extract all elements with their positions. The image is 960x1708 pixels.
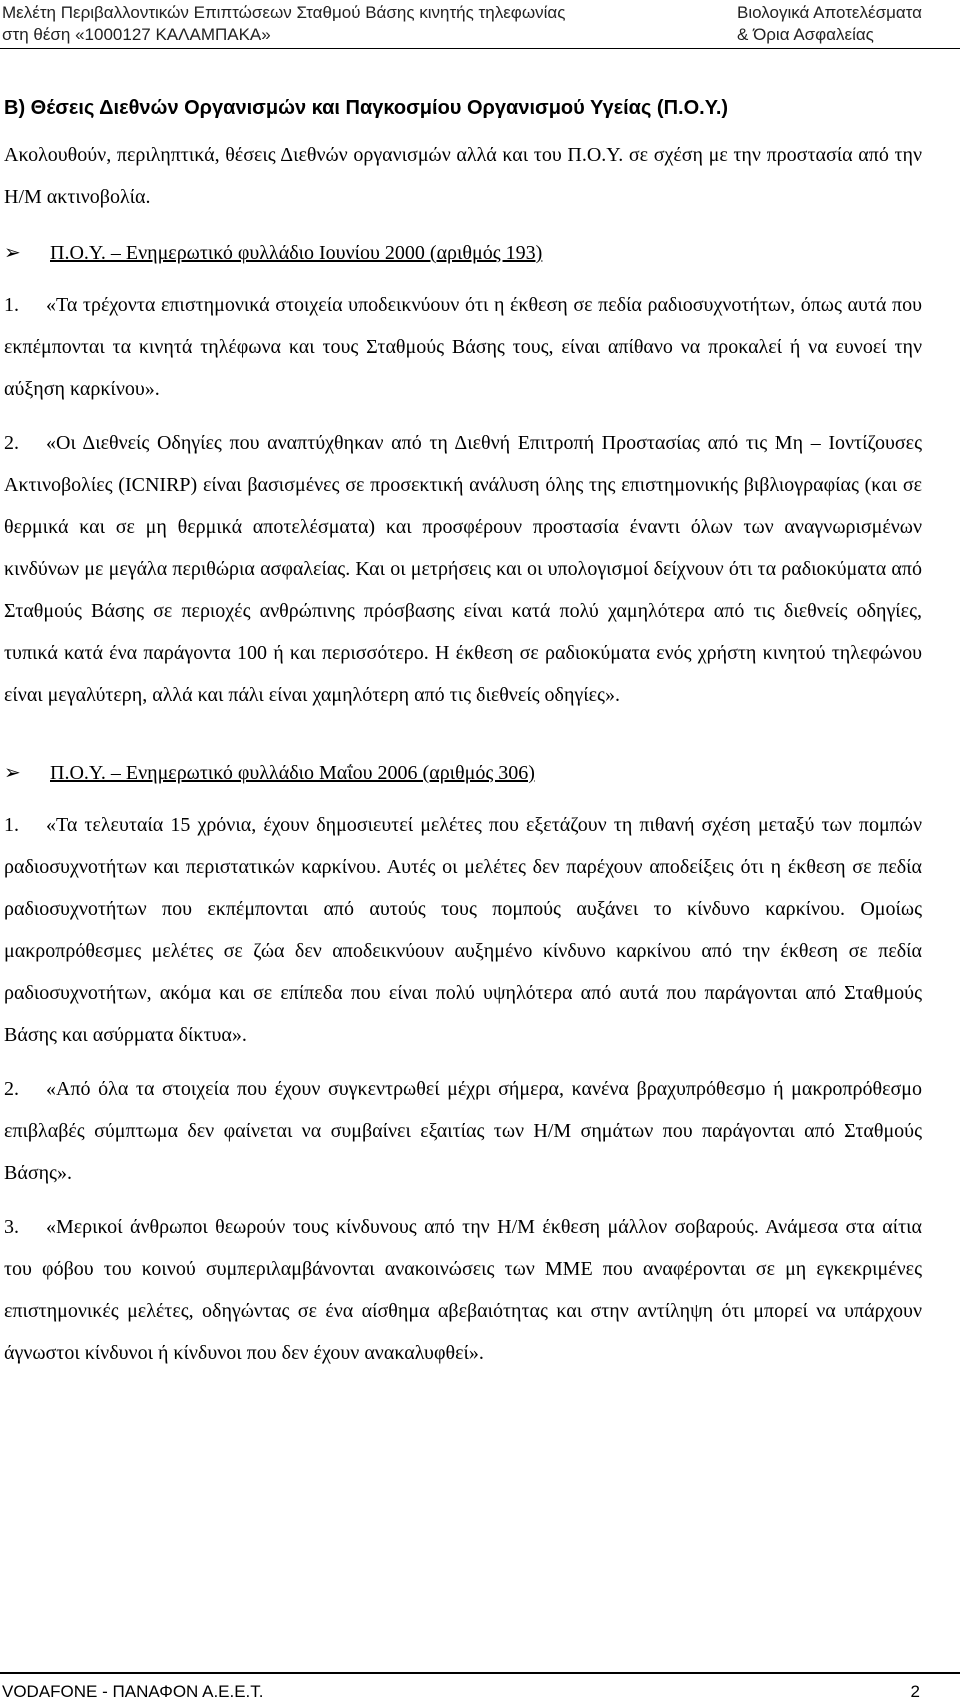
bullet-heading: Π.Ο.Υ. – Ενημερωτικό φυλλάδιο Μαΐου 2006 (αριθμός 306) (50, 762, 535, 784)
item-number: 1. (4, 294, 19, 316)
document-body (4, 88, 922, 1386)
bullet-heading-row (4, 752, 922, 794)
item-text: «Από όλα τα στοιχεία που έχουν συγκεντρωθεί μέχρι σήμερα, κανένα βραχυπρόθεσμο ή μακροπρόθεσμο επιβλαβές σύμπτωμα δεν φαίνεται να συμβαίνει εξαιτίας των Η/Μ σημάτων που παράγονται από Σταθμούς Βάσης». (4, 1078, 922, 1184)
header-chapter-title: Βιολογικά Αποτελέσματα (737, 3, 922, 22)
numbered-item (4, 1068, 922, 1194)
item-number: 3. (4, 1216, 19, 1238)
item-text: «Τα τρέχοντα επιστημονικά στοιχεία υποδεικνύουν ότι η έκθεση σε πεδία ραδιοσυχνοτήτων, όπως αυτά που εκπέμπονται τα κινητά τηλέφωνα και τους Σταθμούς Βάσης τους, είναι απίθανο να προκαλεί ή να ευνοεί την αύξηση καρκίνου». (4, 294, 922, 400)
item-number: 2. (4, 432, 19, 454)
footer-divider (0, 1672, 960, 1674)
header-study-title: Μελέτη Περιβαλλοντικών Επιπτώσεων Σταθμού Βάσης κινητής τηλεφωνίας (2, 3, 566, 22)
section-intro: Ακολουθούν, περιληπτικά, θέσεις Διεθνών οργανισμών αλλά και του Π.Ο.Υ. σε σχέση με την προστασία από την Η/Μ ακτινοβολία. (4, 144, 922, 208)
item-text: «Τα τελευταία 15 χρόνια, έχουν δημοσιευτεί μελέτες που εξετάζουν τη πιθανή σχέση μεταξύ των πομπών ραδιοσυχνοτήτων και περιστατικών καρκίνου. Αυτές οι μελέτες δεν παρέχουν αποδείξεις ότι η έκθεση σε πεδία ραδιοσυχνοτήτων που εκπέμπονται από αυτούς τους πομπούς αυξάνει το κίνδυνο καρκίνου. Ομοίως μακροπρόθεσμες μελέτες σε ζώα δεν αποδεικνύουν αυξημένο κίνδυνο καρκίνου από την έκθεση σε πεδία ραδιοσυχνοτήτων, ακόμα και σε επίπεδα που είναι πολύ υψηλότερα από αυτά που παράγονται από Σταθμούς Βάσης και ασύρματα δίκτυα». (4, 814, 922, 1046)
numbered-item (4, 804, 922, 1056)
item-text: «Μερικοί άνθρωποι θεωρούν τους κίνδυνους από την Η/Μ έκθεση μάλλον σοβαρούς. Ανάμεσα στα αίτια του φόβου του κοινού συμπεριλαμβάνονται ανακοινώσεις των ΜΜΕ που αναφέρονται σε μη εγκεκριμένες επιστημονικές μελέτες, οδηγώντας σε ένα αίσθημα αβεβαιότητας και στην αντίληψη ότι μπορεί να υπάρχουν άγνωστοι κίνδυνοι ή κίνδυνοι που δεν έχουν ανακαλυφθεί». (4, 1216, 922, 1364)
item-text: «Οι Διεθνείς Οδηγίες που αναπτύχθηκαν από τη Διεθνή Επιτροπή Προστασίας από τις Μη – Ιοντίζουσες Ακτινοβολίες (ICNIRP) είναι βασισμένες σε προσεκτική ανάλυση όλης της επιστημονικής βιβλιογραφίας (και σε θερμικά και σε μη θερμικά αποτελέσματα) και προσφέρουν προστασία έναντι όλων των αναγνωρισμένων κινδύνων με μεγάλα περιθώρια ασφαλείας. Και οι μετρήσεις και οι υπολογισμοί δείχνουν ότι τα ραδιοκύματα από Σταθμούς Βάσης σε περιοχές ανθρώπινης πρόσβασης είναι κατά πολύ χαμηλότερα από τις διεθνείς οδηγίες, τυπικά κατά ένα παράγοντα 100 ή και περισσότερο. Η έκθεση σε ραδιοκύματα ενός χρήστη κινητού τηλεφώνου είναι μεγαλύτερη, αλλά και πάλι είναι χαμηλότερη από τις διεθνείς οδηγίες». (4, 432, 922, 706)
bullet-block-2 (4, 752, 922, 1374)
item-number: 2. (4, 1078, 19, 1100)
header-left (2, 2, 565, 46)
section-title: Β) Θέσεις Διεθνών Οργανισμών και Παγκοσμίου Οργανισμού Υγείας (Π.Ο.Υ.) (4, 97, 729, 119)
bullet-heading-row (4, 232, 922, 274)
numbered-item (4, 422, 922, 716)
bullet-heading: Π.Ο.Υ. – Ενημερωτικό φυλλάδιο Ιουνίου 2000 (αριθμός 193) (50, 242, 543, 264)
bullet-block-1 (4, 232, 922, 716)
numbered-item (4, 1206, 922, 1374)
footer-company: VODAFONE - ΠΑΝΑΦΟΝ Α.Ε.Ε.Τ. (2, 1682, 264, 1701)
header-right (737, 2, 922, 46)
numbered-item (4, 284, 922, 410)
page-footer (0, 1672, 960, 1708)
page-number: 2 (910, 1682, 920, 1701)
item-number: 1. (4, 814, 19, 836)
arrow-bullet-icon: ➢ (4, 762, 21, 784)
page-header (0, 0, 960, 48)
header-site-location: στη θέση «1000127 ΚΑΛΑΜΠΑΚΑ» (2, 25, 271, 44)
header-chapter-subtitle: & Όρια Ασφαλείας (737, 25, 874, 44)
header-divider (0, 48, 960, 49)
arrow-bullet-icon: ➢ (4, 242, 21, 264)
